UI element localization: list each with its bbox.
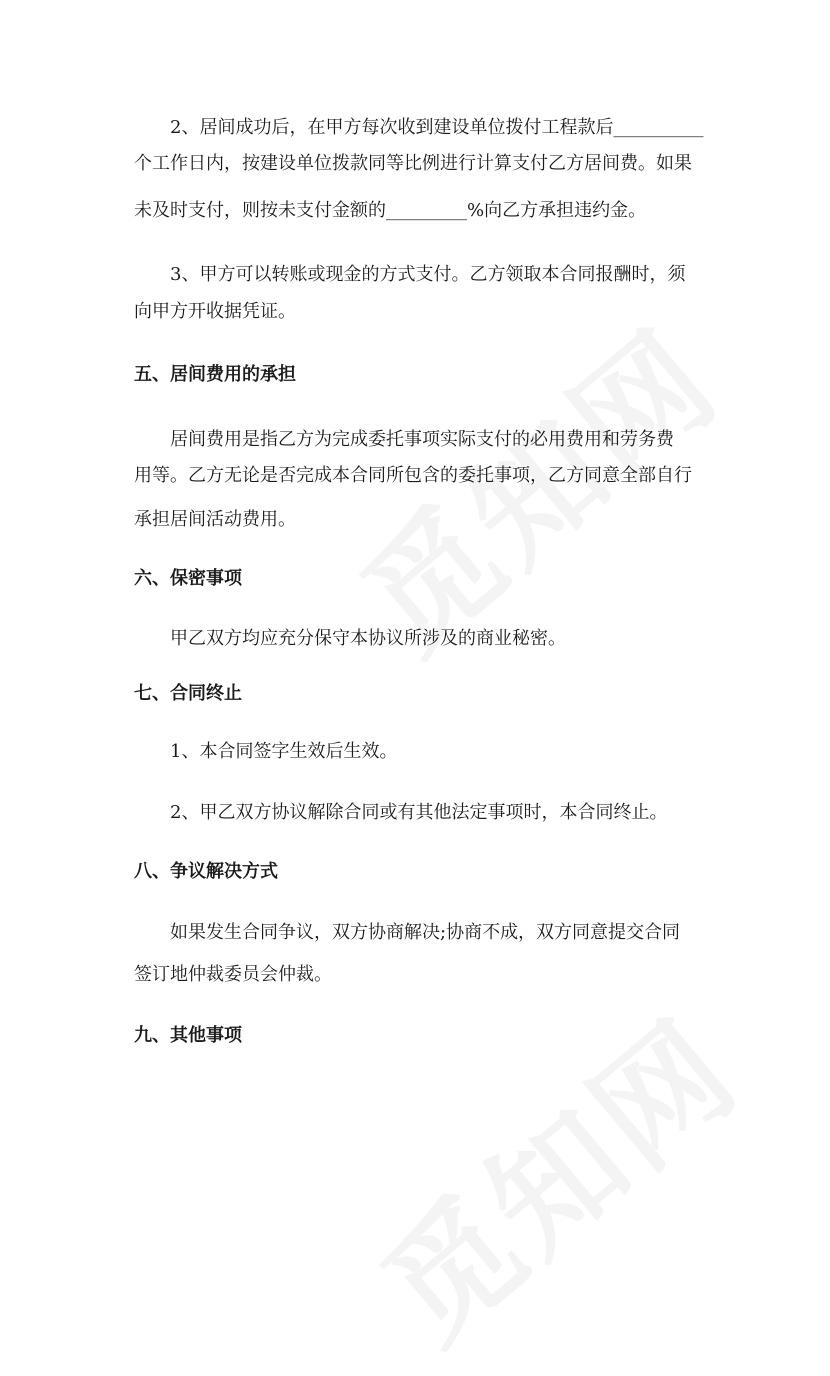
section-6-heading: 六、保密事项 xyxy=(134,568,242,589)
section-5-line-2: 用等。乙方无论是否完成本合同所包含的委托事项，乙方同意全部自行 xyxy=(134,465,692,486)
watermark xyxy=(338,971,771,1376)
section-7-heading: 七、合同终止 xyxy=(134,683,242,704)
clause-2-line-1: 2、居间成功后，在甲方每次收到建设单位拨付工程款后__________ xyxy=(170,117,704,138)
section-7-item-1: 1、本合同签字生效后生效。 xyxy=(170,741,398,762)
section-5-heading: 五、居间费用的承担 xyxy=(134,364,296,385)
clause-2-line-3: 未及时支付，则按未支付金额的_________%向乙方承担违约金。 xyxy=(134,200,647,221)
clause-2-line-2: 个工作日内，按建设单位拨款同等比例进行计算支付乙方居间费。如果 xyxy=(134,153,692,174)
section-5-line-1: 居间费用是指乙方为完成委托事项实际支付的必用费用和劳务费 xyxy=(170,429,674,450)
section-8-heading: 八、争议解决方式 xyxy=(134,861,278,882)
section-8-line-1: 如果发生合同争议，双方协商解决;协商不成，双方同意提交合同 xyxy=(170,922,681,943)
section-7-item-2: 2、甲乙双方协议解除合同或有其他法定事项时，本合同终止。 xyxy=(170,802,668,823)
clause-3-line-1: 3、甲方可以转账或现金的方式支付。乙方领取本合同报酬时，须 xyxy=(170,264,686,285)
section-9-heading: 九、其他事项 xyxy=(134,1025,242,1046)
section-8-line-2: 签订地仲裁委员会仲裁。 xyxy=(134,964,332,985)
section-5-line-3: 承担居间活动费用。 xyxy=(134,509,296,530)
clause-3-line-2: 向甲方开收据凭证。 xyxy=(134,301,296,322)
section-6-line-1: 甲乙双方均应充分保守本协议所涉及的商业秘密。 xyxy=(170,628,566,649)
